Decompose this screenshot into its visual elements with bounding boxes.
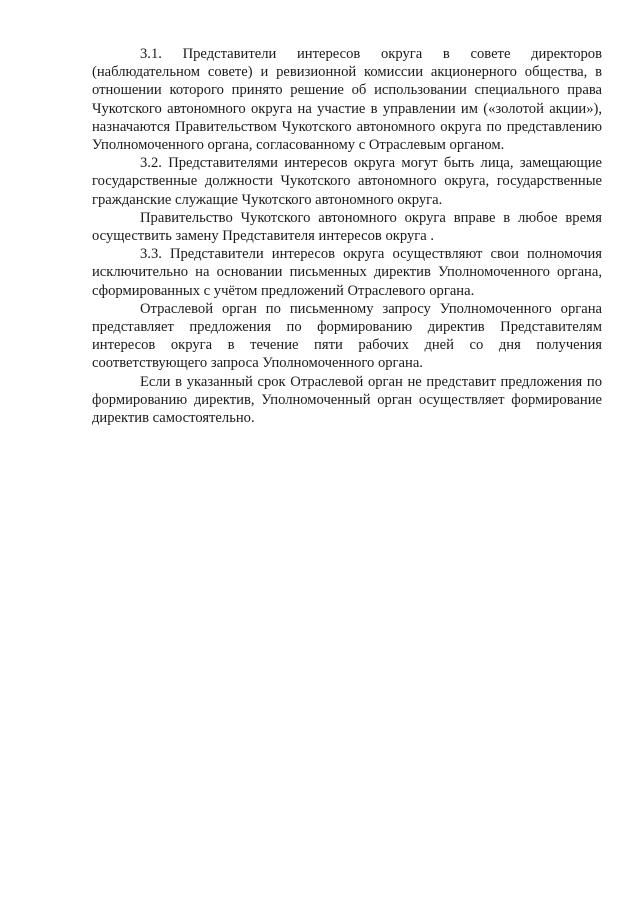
paragraph-proposals: Отраслевой орган по письменному запросу Уполномоченного органа представляет предложения по формированию директив Представителям интересов округа в течение пяти рабочих дней со дня получения соответствующего запроса Уполномоченного органа. <box>92 300 602 372</box>
paragraph-3-1: 3.1. Представители интересов округа в совете директоров (наблюдательном совете) и ревизионной комиссии акционерного общества, в отношении которого принято решение об использовании специального права Чукотского автономного округа на участие в управлении им («золотой акции»), назначаются Правительством Чукотского автономного округа по представлению Уполномоченного органа, согласованному с Отраслевым органом. <box>92 46 602 154</box>
paragraph-replacement: Правительство Чукотского автономного округа вправе в любое время осуществить замену Представителя интересов округа . <box>92 209 602 245</box>
paragraph-3-3: 3.3. Представители интересов округа осуществляют свои полномочия исключительно на основании письменных директив Уполномоченного органа, сформированных с учётом предложений Отраслевого органа. <box>92 246 602 299</box>
paragraph-self-formation: Если в указанный срок Отраслевой орган не представит предложения по формированию директив, Уполномоченный орган осуществляет формирование директив самостоятельно. <box>92 373 602 427</box>
paragraph-3-2: 3.2. Представителями интересов округа могут быть лица, замещающие государственные должности Чукотского автономного округа, государственные гражданские служащие Чукотского автономного округа. <box>92 155 602 208</box>
document-body <box>92 45 602 427</box>
